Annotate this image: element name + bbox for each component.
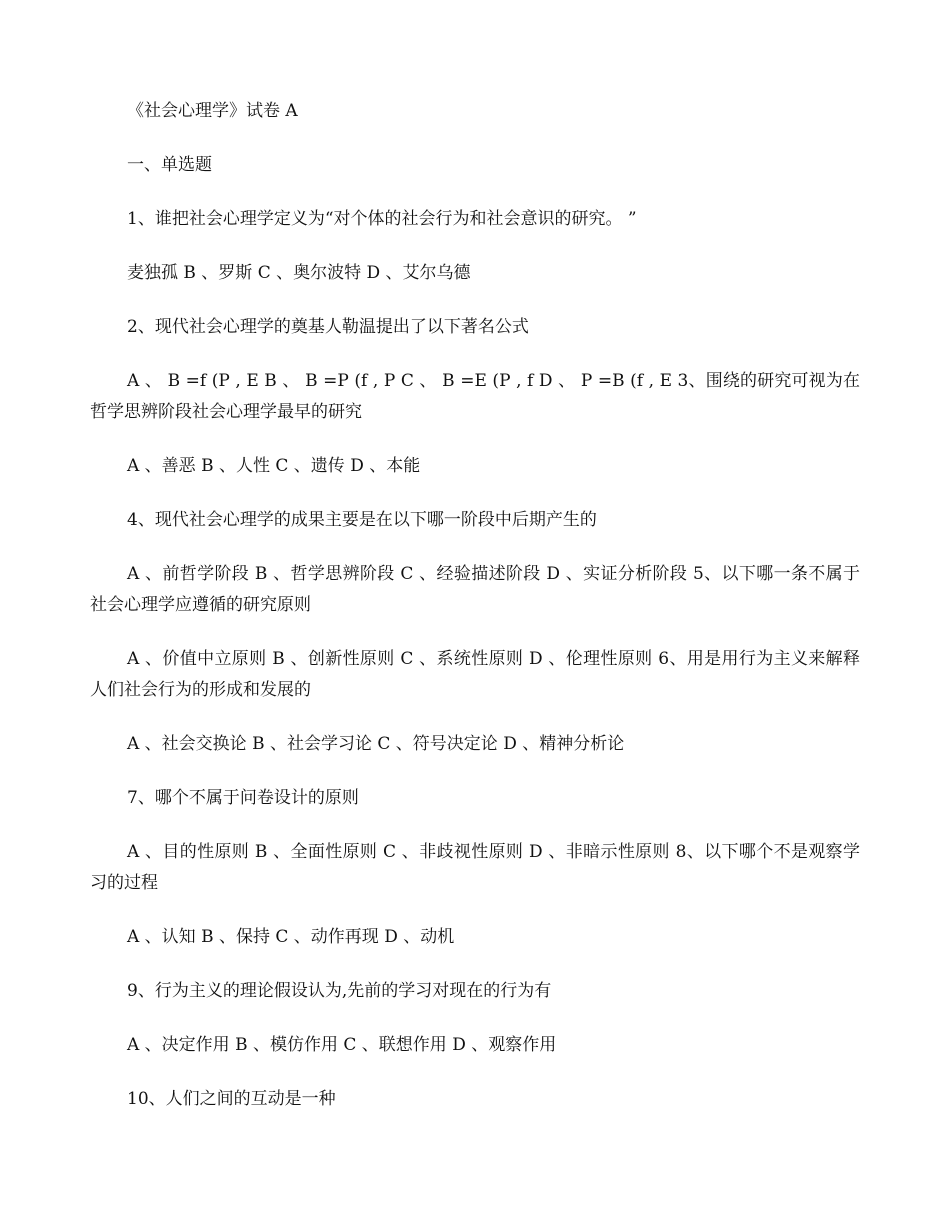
paragraph-14: A 、决定作用 B 、模仿作用 C 、联想作用 D 、观察作用 — [127, 1035, 557, 1055]
document-title: 《社会心理学》试卷 A — [127, 101, 298, 121]
paragraph-13: 9、行为主义的理论假设认为,先前的学习对现在的行为有 — [127, 981, 552, 1001]
paragraph-5: A 、善恶 B 、人性 C 、遗传 D 、本能 — [127, 456, 421, 476]
paragraph-15: 10、人们之间的互动是一种 — [127, 1089, 336, 1109]
paragraph-7: A 、前哲学阶段 B 、哲学思辨阶段 C 、经验描述阶段 D 、实证分析阶段 5、以下哪一条不属于社会心理学应遵循的研究原则 — [90, 564, 860, 615]
paragraph-12: A 、认知 B 、保持 C 、动作再现 D 、动机 — [127, 927, 455, 947]
paragraph-10: 7、哪个不属于问卷设计的原则 — [127, 788, 359, 808]
paragraph-4: A 、 B =f (P , E B 、 B =P (f , P C 、 B =E (P , f D 、 P =B (f , E 3、围绕的研究可视为在哲学思辨阶段社会心理学最早的研究 — [90, 371, 860, 422]
paragraph-1: 1、谁把社会心理学定义为“对个体的社会行为和社会意识的研究。 ” — [127, 209, 637, 229]
section-heading: 一、单选题 — [127, 155, 212, 175]
paragraph-8: A 、价值中立原则 B 、创新性原则 C 、系统性原则 D 、伦理性原则 6、用是用行为主义来解释人们社会行为的形成和发展的 — [90, 649, 860, 700]
paragraph-6: 4、现代社会心理学的成果主要是在以下哪一阶段中后期产生的 — [127, 510, 597, 530]
paragraph-2: 麦独孤 B 、罗斯 C 、奥尔波特 D 、艾尔乌德 — [127, 263, 471, 283]
paragraph-9: A 、社会交换论 B 、社会学习论 C 、符号决定论 D 、精神分析论 — [127, 734, 625, 754]
paragraph-3: 2、现代社会心理学的奠基人勒温提出了以下著名公式 — [127, 317, 529, 337]
paragraph-11: A 、目的性原则 B 、全面性原则 C 、非歧视性原则 D 、非暗示性原则 8、以下哪个不是观察学习的过程 — [90, 842, 860, 893]
